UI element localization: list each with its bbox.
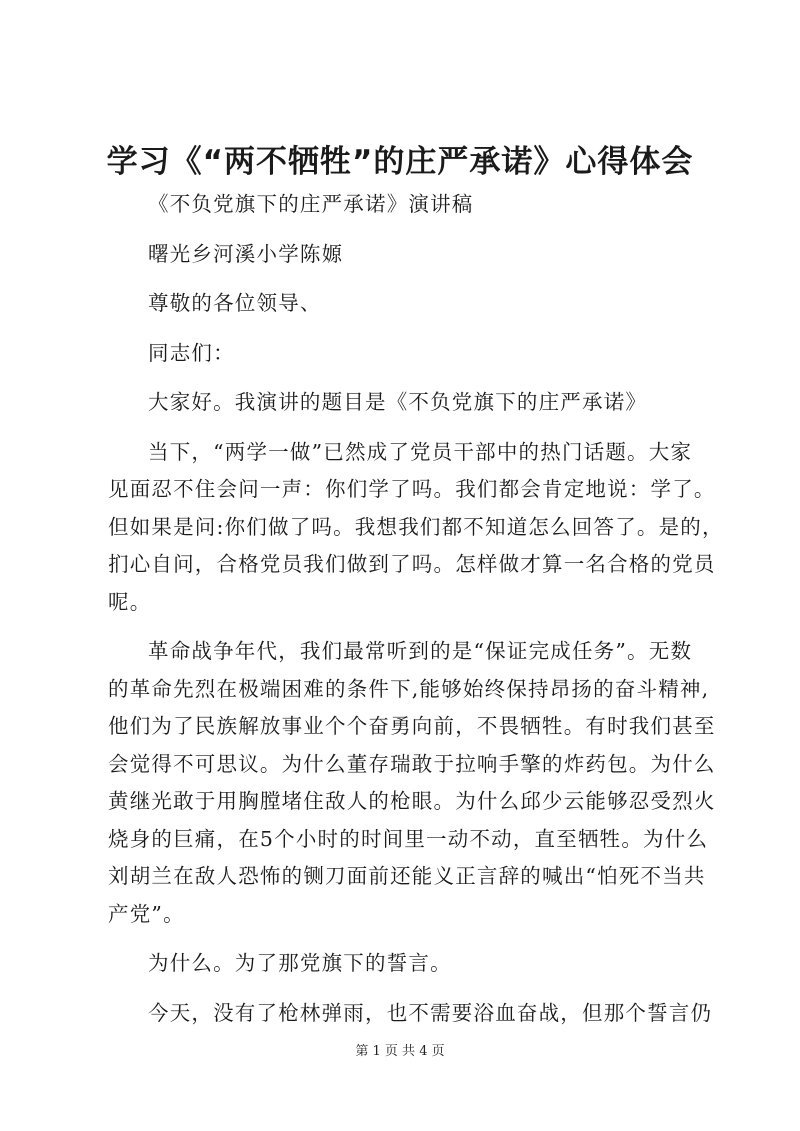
paragraph-line: 革命战争年代，我们最常听到的是“保证完成任务”。无数 xyxy=(148,639,693,663)
paragraph-line: 刘胡兰在敌人恐怖的铡刀面前还能义正言辞的喊出“怕死不当共 xyxy=(108,864,706,888)
paragraph-line: 为什么。为了那党旗下的誓言。 xyxy=(148,951,452,975)
speech-title-line: 《不负党旗下的庄严承诺》演讲稿 xyxy=(148,192,474,216)
document-body xyxy=(108,186,724,1032)
document-title: 学习《“两不牺牲”的庄严承诺》心得体会 xyxy=(106,144,694,180)
paragraph-line: 产党”。 xyxy=(108,901,185,926)
paragraph-line: 呢。 xyxy=(108,589,152,614)
page-footer: 第 1 页 共 4 页 xyxy=(355,1044,445,1059)
salutation-line: 同志们： xyxy=(148,340,235,365)
paragraph-line: 当下，“两学一做”已然成了党员干部中的热门话题。大家 xyxy=(148,439,693,464)
paragraph-line: 他们为了民族解放事业个个奋勇向前，不畏牺牲。有时我们甚至 xyxy=(108,714,716,738)
paragraph-line: 扪心自问，合格党员我们做到了吗。怎样做才算一名合格的党员 xyxy=(108,552,716,576)
author-line: 曙光乡河溪小学陈嫄 xyxy=(148,241,344,266)
paragraph-line: 见面忍不住会问一声：你们学了吗。我们都会肯定地说：学了。 xyxy=(108,477,716,501)
paragraph-line: 的革命先烈在极端困难的条件下,能够始终保持昂扬的奋斗精神, xyxy=(108,676,710,701)
paragraph-line: 今天，没有了枪林弹雨，也不需要浴血奋战，但那个誓言仍 xyxy=(148,1000,713,1025)
paragraph-line: 但如果是问:你们做了吗。我想我们都不知道怎么回答了。是的， xyxy=(108,514,724,539)
paragraph-line: 黄继光敢于用胸膛堵住敌人的枪眼。为什么邱少云能够忍受烈火 xyxy=(108,789,716,813)
paragraph-line: 会觉得不可思议。为什么董存瑞敢于拉响手擎的炸药包。为什么 xyxy=(108,751,716,776)
salutation-line: 尊敬的各位领导、 xyxy=(148,291,322,315)
greeting-line: 大家好。我演讲的题目是《不负党旗下的庄严承诺》 xyxy=(148,390,648,414)
paragraph-line: 烧身的巨痛，在5个小时的时间里一动不动，直至牺牲。为什么 xyxy=(108,826,709,851)
